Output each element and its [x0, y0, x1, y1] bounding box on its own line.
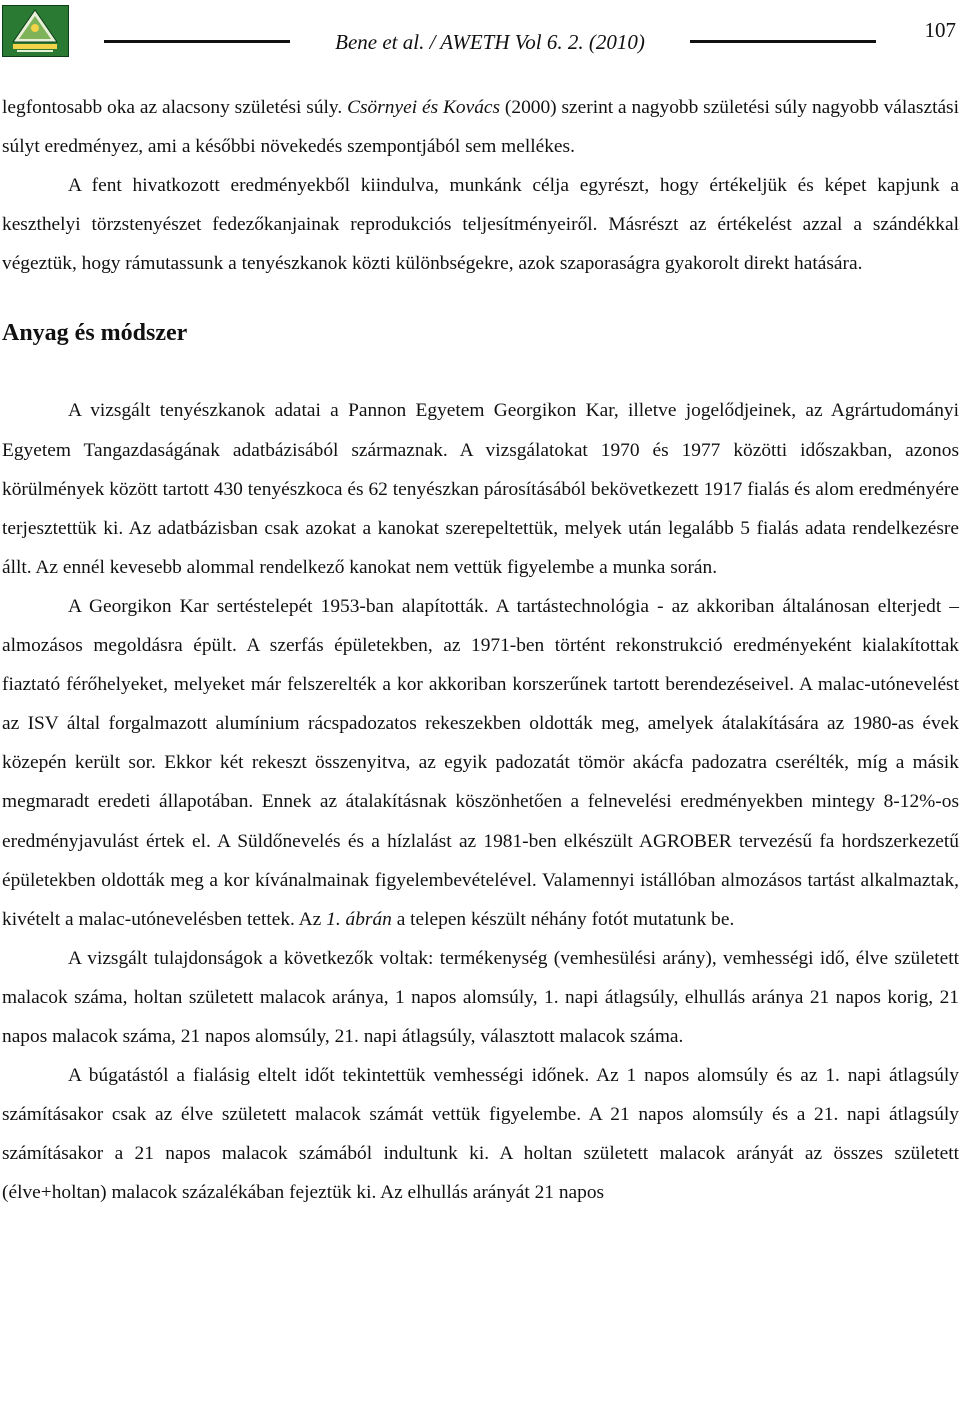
journal-logo: [2, 5, 69, 57]
paragraph-4: [2, 587, 959, 939]
paragraph-1: [2, 88, 959, 166]
page-header: [0, 0, 960, 62]
citation-csornyei-kovacs: Csörnyei és Kovács: [347, 97, 501, 118]
paragraph-4-text-b: a telepen készült néhány fotót mutatunk be.: [391, 908, 735, 930]
paragraph-5: A vizsgált tulajdonságok a következők voltak: termékenység (vemhesülési arány), vemhességi idő, élve született malacok száma, holtan született malacok aránya, 1 napos alomsúly, 1. napi átlagsúly, elhullás aránya 21 napos korig, 21 napos malacok száma, 21 napos alomsúly, 21. napi átlagsúly, választott malacok száma.: [2, 947, 959, 1047]
article-body: [2, 88, 959, 1212]
paragraph-2: A fent hivatkozott eredményekből kiindulva, munkánk célja egyrészt, hogy értékeljük és képet kapjunk a keszthelyi törzstenyészet fedezőkanjainak reprodukciós teljesítményeiről. Másrészt az értékelést azzal a szándékkal végeztük, hogy rámutassunk a tenyészkanok közti különbségekre, azok szaporaságra gyakorolt direkt hatására.: [2, 175, 959, 275]
paragraph-1-text-a: legfontosabb oka az alacsony születési súly.: [2, 97, 348, 118]
paragraph-1-text-b: (2000) szerint a nagyobb születési súly nagyobb választási súlyt eredményez, ami a későbbi növekedés szempontjából sem mellékes.: [2, 97, 959, 158]
paragraph-3: A vizsgált tenyészkanok adatai a Pannon Egyetem Georgikon Kar, illetve jogelődjeinek, az Agrártudományi Egyetem Tangazdaságának adatbázisából származnak. A vizsgálatokat 1970 és 1977 közötti időszakban, azonos körülmények között tartott 430 tenyészkoca és 62 tenyészkan párosításából bekövetkezett 1917 fialás és alom eredményére terjesztettük ki. Az adatbázisban csak azokat a kanokat szerepeltettük, melyek után legalább 5 fialás adata rendelkezésre állt. Az ennél kevesebb alommal rendelkező kanokat nem vettük figyelembe a munka során.: [2, 400, 959, 578]
page-number: 107: [924, 18, 956, 42]
paragraph-4-text-a: A Georgikon Kar sertéstelepét 1953-ban alapították. A tartástechnológia - az akkoriban általánosan elterjedt – almozásos megoldásra épült. A szerfás épületekben, az 1971-ben történt rekonstrukció eredményeként kialakítottak fiaztató férőhelyeket, melyeket már felszerelték a kor akkoriban korszerűnek tartott berendezéseivel. A malac-utónevelést az ISV által forgalmazott alumínium rácspadozatos rekeszekben oldották meg, amelyek átalakítására az 1980-as évek közepén került sor. Ekkor két rekeszt összenyitva, az egyik padozatát tömör akácfa padozatra cserélték, míg a másik megmaradt eredeti állapotában. Ennek az átalakításnak köszönhetően a felnevelési eredményekben mintegy 8-12%-os eredményjavulást értek el. A Süldőnevelés és a hízlalást az 1981-ben elkészült AGROBER tervezésű fa hordszerkezetű épületekben oldották meg a kor kívánalmainak figyelembevételével. Valamennyi istállóban almozásos tartást alkalmaztak, kivételt a malac-utónevelésben tettek. Az: [2, 595, 959, 930]
section-heading: Anyag és módszer: [2, 320, 188, 347]
running-head: Bene et al. / AWETH Vol 6. 2. (2010): [335, 30, 645, 54]
header-rule-left: [104, 40, 290, 43]
paragraph-6: A búgatástól a fialásig eltelt időt tekintettük vemhességi időnek. Az 1 napos alomsúly és az 1. napi átlagsúly számításakor csak az élve született malacok számát vettük figyelembe. A 21 napos alomsúly és a 21. napi átlagsúly számításakor a 21 napos malacok számából indultunk ki. A holtan született malacok arányát az összes született (élve+holtan) malacok százalékában fejeztük ki. Az elhullás arányát 21 napos: [2, 1065, 959, 1204]
figure-reference: 1. ábrán: [326, 908, 392, 930]
header-rule-right: [690, 40, 876, 43]
